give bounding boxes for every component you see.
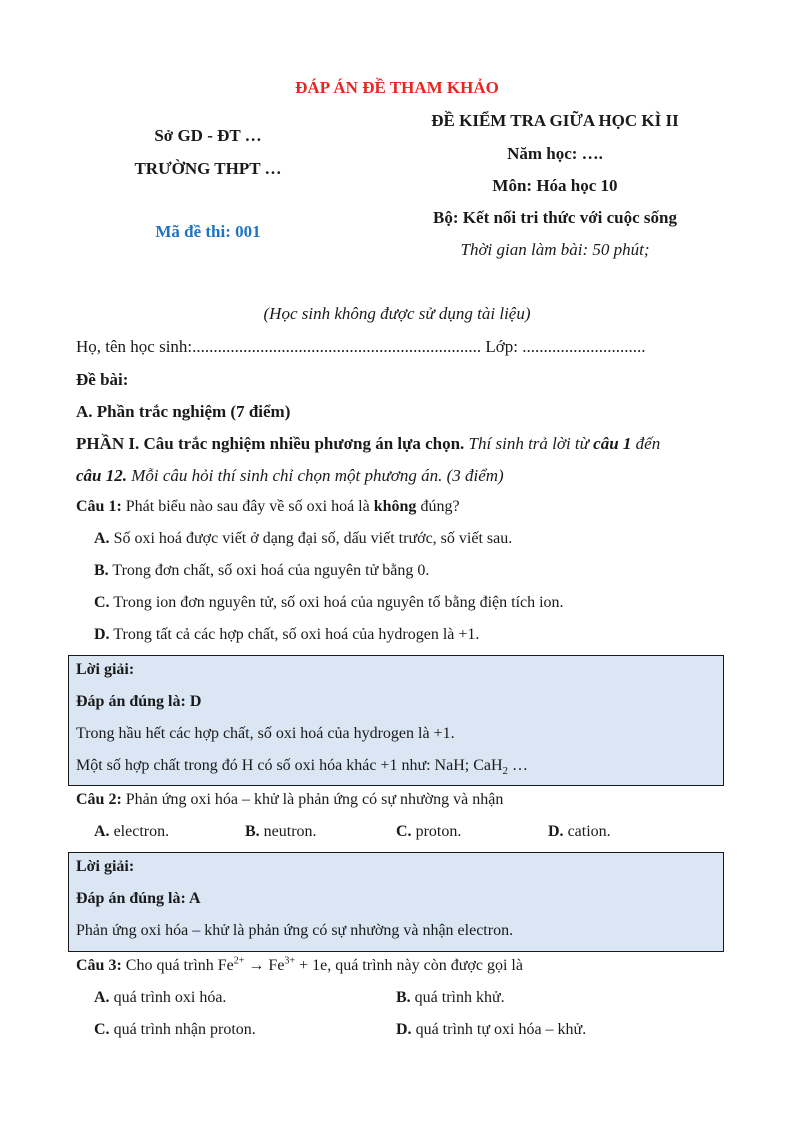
option-letter: D. [548, 823, 564, 840]
document-title: ĐÁP ÁN ĐỀ THAM KHẢO [295, 78, 499, 97]
class-field: ............................. [522, 337, 646, 356]
correct-answer: Đáp án đúng là: D [76, 693, 202, 710]
question-1 [76, 498, 460, 516]
question-text: Phát biểu nào sau đây về số oxi hoá là [125, 498, 370, 515]
question-label: Câu 2: [76, 791, 122, 808]
exam-code: Mã đề thi: 001 [155, 222, 261, 241]
q3-option-c [94, 1021, 256, 1039]
part1-instructions-line1 [76, 434, 660, 454]
solution-line-2 [76, 757, 529, 778]
part1-instructions-line2 [76, 466, 504, 486]
school-year: Năm học: …. [507, 144, 603, 163]
instruction-text: đến [635, 434, 661, 453]
q2-option-a [94, 823, 169, 841]
option-letter: C. [94, 1021, 110, 1038]
option-text: Trong ion đơn nguyên tử, số oxi hoá của nguyên tố bằng điện tích ion. [113, 594, 564, 611]
option-text: neutron. [263, 823, 317, 840]
option-text: cation. [567, 823, 611, 840]
option-text: proton. [415, 823, 462, 840]
question-label: Câu 3: [76, 957, 122, 974]
option-text: quá trình khử. [414, 989, 505, 1006]
textbook-series: Bộ: Kết nối tri thức với cuộc sống [433, 208, 677, 227]
option-letter: B. [245, 823, 260, 840]
instruction-text: Mỗi câu hỏi thí sinh chỉ chọn một phương án. (3 điểm) [131, 466, 504, 485]
q1-option-b [94, 562, 429, 580]
question-2 [76, 791, 503, 809]
option-text: quá trình tự oxi hóa – khử. [415, 1021, 587, 1038]
question-text: + 1e, quá trình này còn được gọi là [295, 957, 523, 974]
superscript: 2+ [233, 955, 245, 967]
school-name: TRƯỜNG THPT … [134, 159, 282, 178]
no-materials-note: (Học sinh không được sử dụng tài liệu) [263, 304, 531, 323]
option-letter: A. [94, 989, 110, 1006]
q3-option-a [94, 989, 226, 1007]
option-text: quá trình oxi hóa. [113, 989, 227, 1006]
time-limit: Thời gian làm bài: 50 phút; [460, 240, 650, 259]
question-3 [76, 957, 523, 975]
q3-option-b [396, 989, 505, 1007]
option-text: quá trình nhận proton. [113, 1021, 256, 1038]
question-text: Cho quá trình Fe [125, 957, 234, 974]
solution-line-1: Phản ứng oxi hóa – khử là phản ứng có sự nhường và nhận electron. [76, 922, 514, 939]
question-text: đúng? [420, 498, 460, 515]
question-range-end: câu 12. [76, 466, 127, 485]
subscript: 2 [502, 765, 509, 778]
option-letter: B. [396, 989, 411, 1006]
part1-title: PHẦN I. Câu trắc nghiệm nhiều phương án lựa chọn. [76, 434, 465, 453]
question-range-start: câu 1 [593, 434, 632, 453]
option-text: Trong đơn chất, số oxi hoá của nguyên tử bằng 0. [112, 562, 430, 579]
solution-heading: Lời giải: [76, 661, 135, 678]
option-letter: C. [396, 823, 412, 840]
question-text: Phản ứng oxi hóa – khử là phản ứng có sự nhường và nhận [125, 791, 504, 808]
reaction-arrow: → Fe [244, 957, 285, 974]
option-letter: A. [94, 530, 110, 547]
problem-heading: Đề bài: [76, 370, 129, 389]
option-text: Số oxi hoá được viết ở dạng đại số, dấu viết trước, số viết sau. [113, 530, 513, 547]
option-text: Trong tất cả các hợp chất, số oxi hoá của hydrogen là +1. [113, 626, 480, 643]
superscript: 3+ [284, 955, 296, 967]
q1-option-d [94, 626, 479, 644]
exam-title: ĐỀ KIỂM TRA GIỮA HỌC KÌ II [431, 111, 679, 130]
subject: Môn: Hóa học 10 [492, 176, 618, 195]
q2-option-b [245, 823, 317, 841]
solution-heading: Lời giải: [76, 858, 135, 875]
option-letter: D. [396, 1021, 412, 1038]
class-label: Lớp: [485, 337, 519, 356]
part-a-heading: A. Phần trắc nghiệm (7 điểm) [76, 402, 291, 421]
question-emphasis: không [373, 498, 417, 515]
instruction-text: Thí sinh trả lời từ [468, 434, 589, 453]
q2-option-c [396, 823, 461, 841]
name-field: .................................................................... [192, 337, 482, 356]
option-letter: C. [94, 594, 110, 611]
solution-text: … [508, 757, 529, 774]
student-info-line [76, 337, 646, 357]
option-letter: A. [94, 823, 110, 840]
q3-option-d [396, 1021, 586, 1039]
correct-answer: Đáp án đúng là: A [76, 890, 201, 907]
option-text: electron. [113, 823, 170, 840]
name-label: Họ, tên học sinh: [76, 337, 193, 356]
q1-option-a [94, 530, 512, 548]
solution-line-1: Trong hầu hết các hợp chất, số oxi hoá của hydrogen là +1. [76, 725, 455, 742]
q2-option-d [548, 823, 611, 841]
question-label: Câu 1: [76, 498, 122, 515]
q1-option-c [94, 594, 564, 612]
department-name: Sở GD - ĐT … [154, 126, 262, 145]
option-letter: B. [94, 562, 109, 579]
solution-text: Một số hợp chất trong đó H có số oxi hóa khác +1 như: NaH; CaH [76, 757, 503, 774]
option-letter: D. [94, 626, 110, 643]
